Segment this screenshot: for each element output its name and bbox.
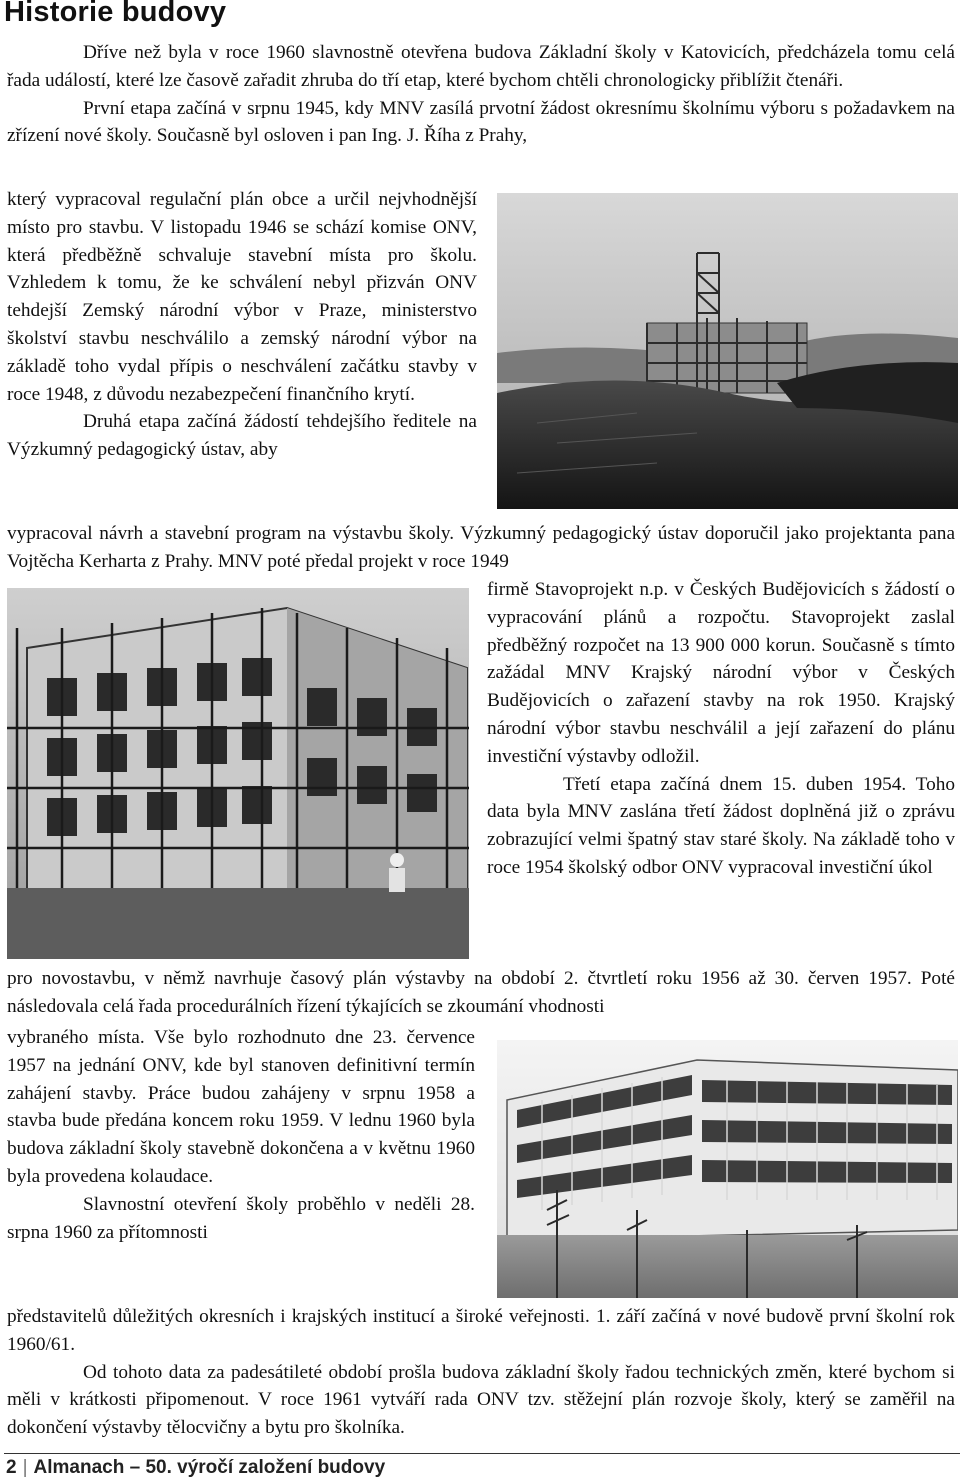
- text-block-right-column: [487, 576, 955, 882]
- building-construction-photo: [7, 588, 469, 959]
- page-title: Historie budovy: [4, 0, 227, 28]
- paragraph-stage3-end: vybraného místa. Vše bylo rozhodnuto dne 23. července 1957 na jednání ONV, kde byl stanoven definitivní termín zahájení stavby. Práce budou zahájeny v srpnu 1958 a stavba bude předána koncem roku 1959. V lednu 1960 byla budova základní školy stavebně dokončena a v květnu 1960 byla provedena kolaudace.: [7, 1027, 475, 1187]
- paragraph-opening-continued: představitelů důležitých okresních i krajských institucí a široké veřejnosti. 1. září začíná v nové budově první školní rok 1960/61.: [7, 1306, 955, 1355]
- text-block-intro: [7, 39, 955, 150]
- paragraph-opening-start: Slavnostní otevření školy proběhlo v neděli 28. srpna 1960 za přítomnosti: [7, 1193, 475, 1243]
- paragraph-stage1-continued: který vypracoval regulační plán obce a určil nejvhodnější místo pro stavbu. V listopadu 1946 se schází komise ONV, která předběžně schvaluje stavební místa pro školu. Vzhledem k tomu, že ke schválení nebyl přizván ONV tehdejší Zemský národní výbor v Praze, ministerstvo školství stavbu neschválilo a zemský národní výbor na základě toho vydal přípis o neschválení začátku stavby v roce 1948, z důvodu nezabezpečení finančního krytí.: [7, 189, 477, 405]
- page-number: 2: [6, 1457, 17, 1478]
- paragraph-stage2-end: firmě Stavoprojekt n.p. v Českých Budějovicích s žádostí o vypracování plánů a rozpočtu. Stavoprojekt zaslal předběžný rozpočet na 13 900 000 korun. Současně s tímto zažádal MNV Krajský národní výbor v Českých Budějovicích o zařazení stavby na rok 1950. Krajský národní výbor stavbu neschválil a její zařazení do plánu investiční výstavby odložil.: [487, 579, 955, 767]
- paragraph-stage3-start: Třetí etapa začíná dnem 15. duben 1954. Toho data byla MNV zaslána třetí žádost doplněná již o zprávu zobrazující velmi špatný stav staré školy. Na základě toho v roce 1954 školský odbor ONV vypracoval investiční úkol: [487, 773, 955, 878]
- page-footer: [6, 1457, 385, 1479]
- finished-school-photo: [497, 1040, 958, 1298]
- paragraph-stage2-start: Druhá etapa začíná žádostí tehdejšího ředitele na Výzkumný pedagogický ústav, aby: [7, 411, 477, 461]
- construction-site-photo: [497, 193, 958, 509]
- paragraph-intro: Dříve než byla v roce 1960 slavnostně otevřena budova Základní školy v Katovicích, předcházela tomu celá řada událostí, které lze časově zařadit zhruba do tří etap, které bychom chtěli chronologicky přiblížit čtenáři.: [7, 42, 955, 91]
- paragraph-stage1-start: První etapa začíná v srpnu 1945, kdy MNV zasílá prvotní žádost okresnímu školnímu výboru s požadavkem na zřízení nové školy. Současně byl osloven i pan Ing. J. Říha z Prahy,: [7, 97, 955, 147]
- text-block-stage3: [7, 965, 955, 1021]
- footer-separator: |: [22, 1457, 28, 1478]
- paragraph-later-changes: Od tohoto data za padesátileté období prošla budova základní školy řadou technických změn, které bychom si měli v krátkosti připomenout. V roce 1961 vytváří rada ONV tzv. stěžejní plán rozvoje školy, který se zaměřil na dokončení výstavby tělocvičny a bytu pro školníka.: [7, 1361, 955, 1439]
- text-block-left-column-1: [7, 186, 477, 464]
- text-block-left-column-2: [7, 1024, 475, 1246]
- text-block-stage2: [7, 520, 955, 576]
- paragraph-stage2-continued: vypracoval návrh a stavební program na výstavbu školy. Výzkumný pedagogický ústav doporučil jako projektanta pana Vojtěcha Kerharta z Prahy. MNV poté předal projekt v roce 1949: [7, 523, 955, 572]
- text-block-final: [7, 1303, 955, 1442]
- paragraph-stage3-continued: pro novostavbu, v němž navrhuje časový plán výstavby na období 2. čtvrtletí roku 1956 až 30. červen 1957. Poté následovala celá řada procedurálních řízení týkajících se zkoumání vhodnosti: [7, 968, 955, 1017]
- footer-divider: [4, 1453, 960, 1454]
- publication-title: Almanach – 50. výročí založení budovy: [33, 1457, 386, 1478]
